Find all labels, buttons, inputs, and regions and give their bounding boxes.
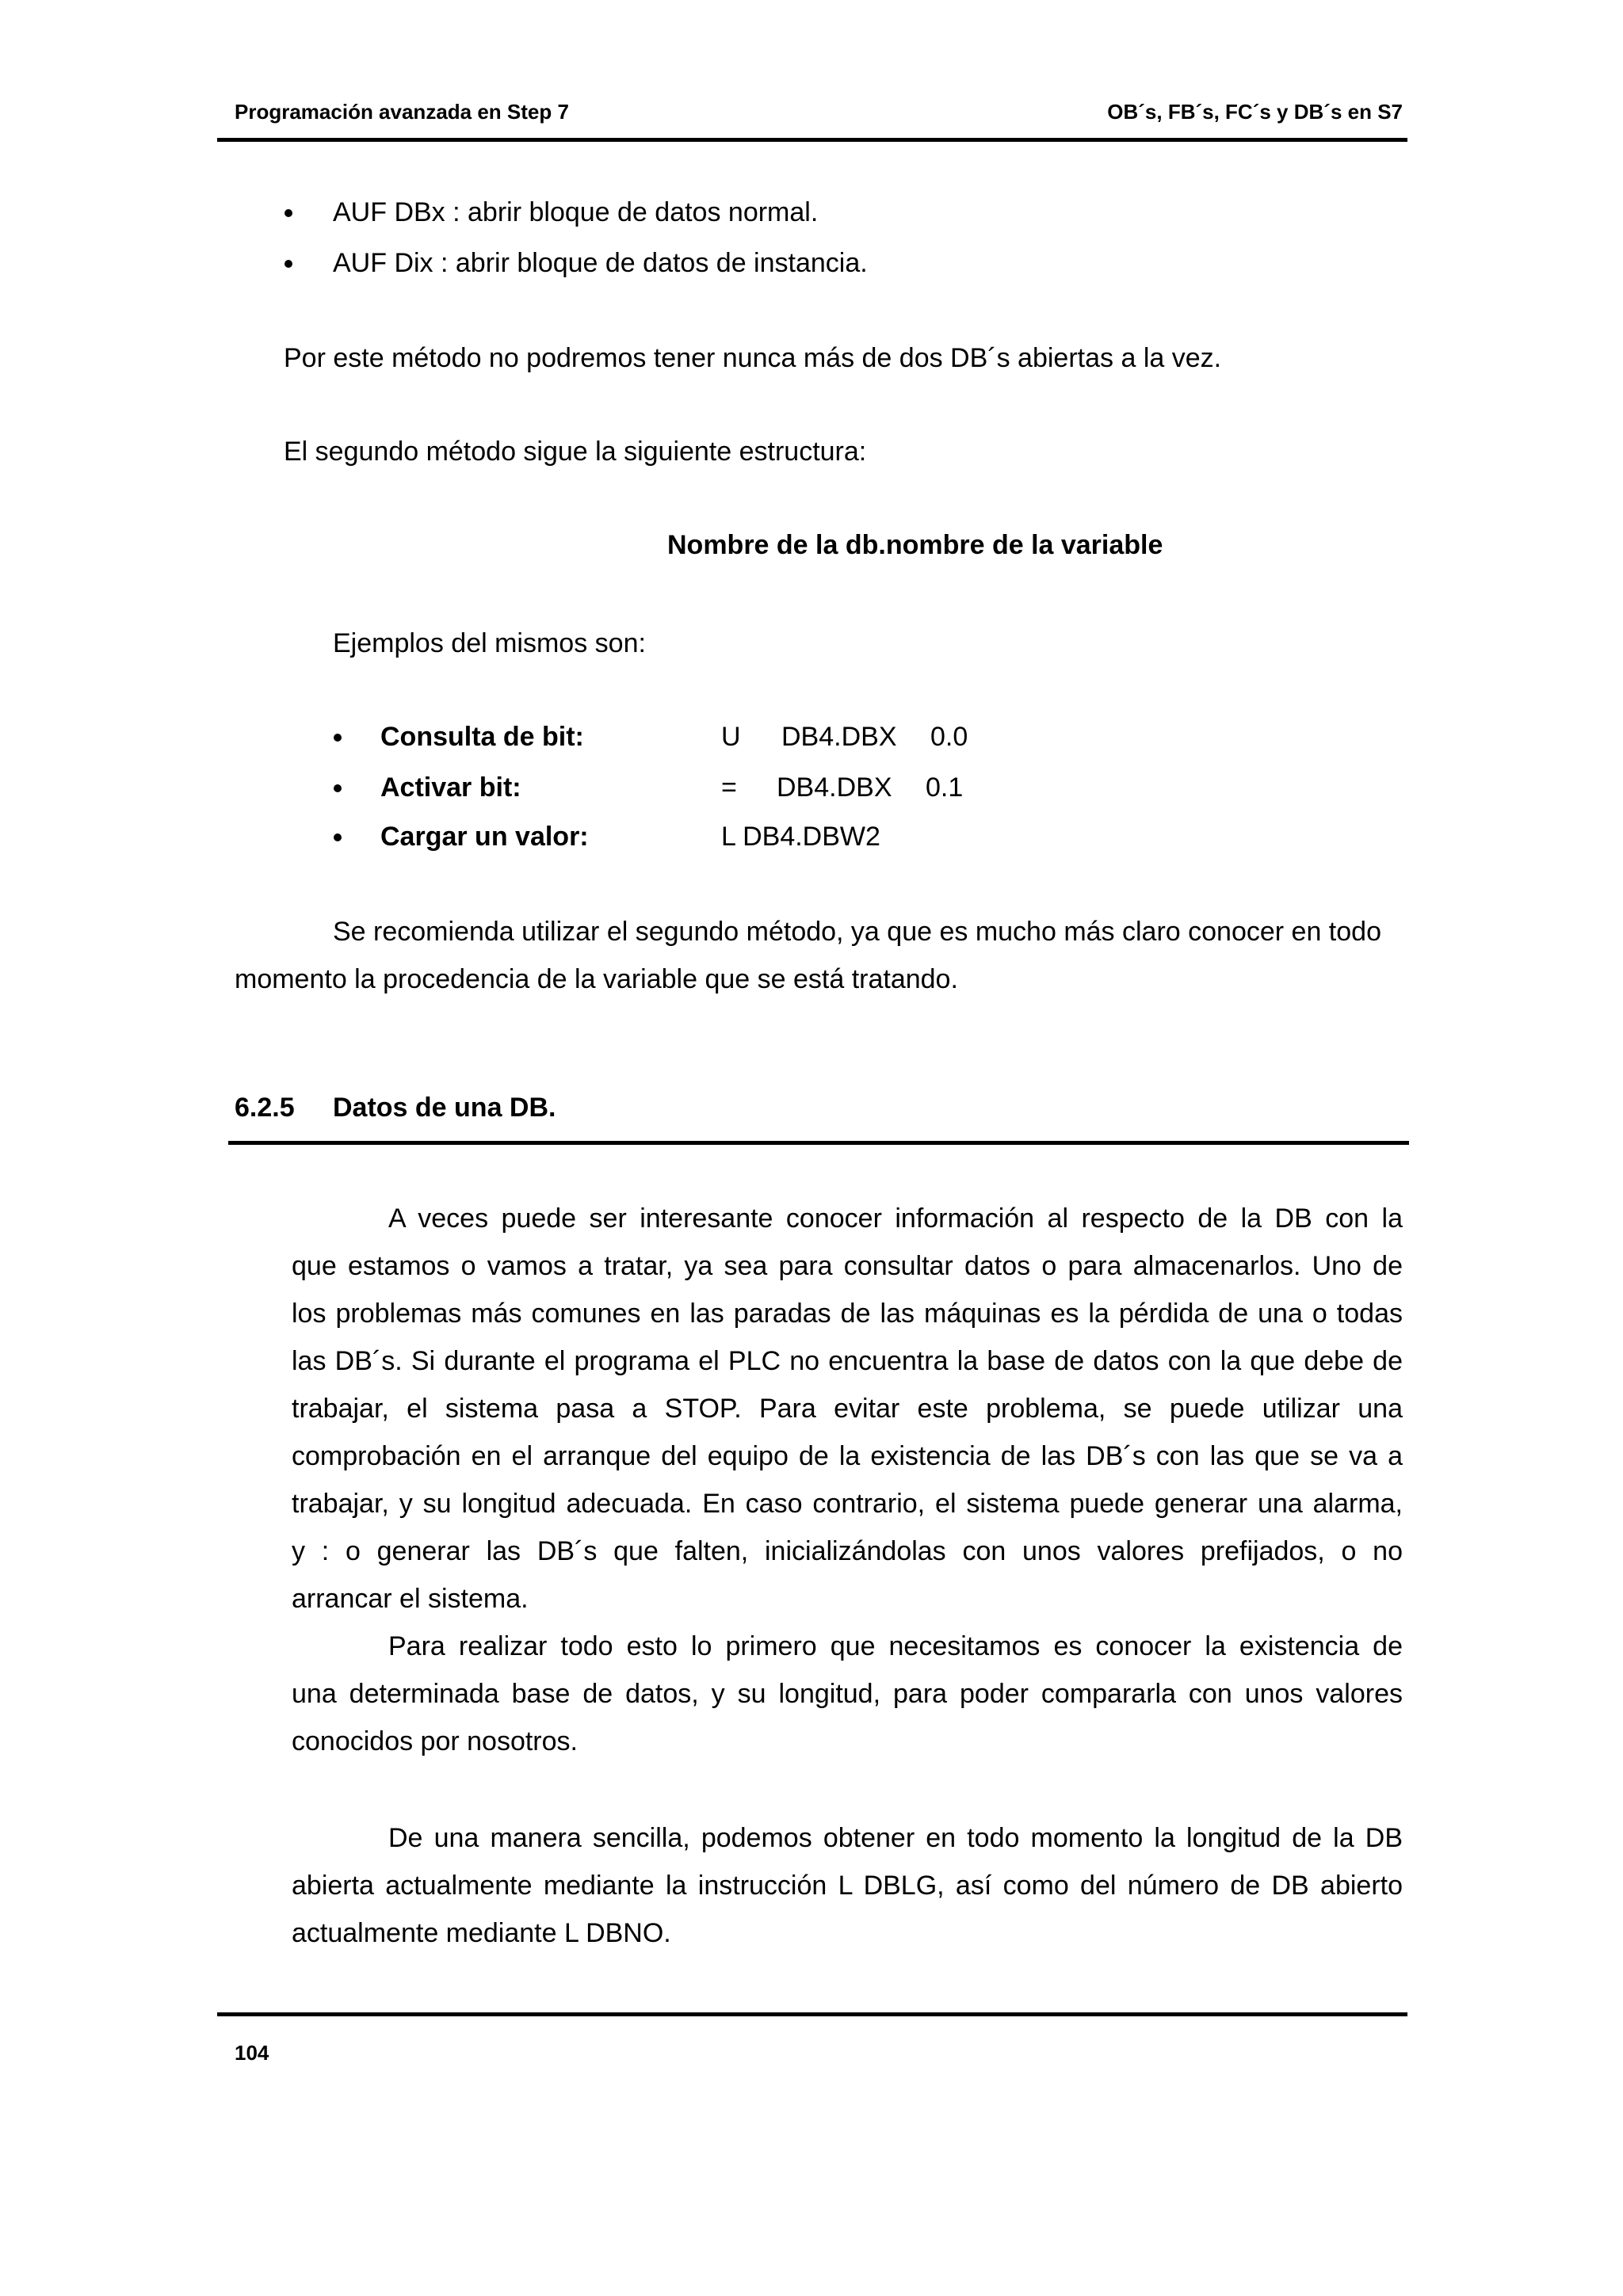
bullet-dot — [285, 260, 292, 268]
paragraph-dblg — [292, 1814, 1403, 1957]
structure-heading: Nombre de la db.nombre de la variable — [667, 530, 1163, 560]
paragraph-line: los problemas más comunes en las paradas de las máquinas es la pérdida de una o todas — [292, 1299, 1403, 1329]
paragraph-line: De una manera sencilla, podemos obtener en todo momento la longitud de la DB — [388, 1823, 1403, 1853]
example-label: Consulta de bit: — [380, 722, 584, 752]
paragraph-line: abierta actualmente mediante la instrucción L DBLG, así como del número de DB abierto — [292, 1871, 1403, 1901]
paragraph-existence — [292, 1623, 1403, 1765]
paragraph-line: una determinada base de datos, y su longitud, para poder compararla con unos valores — [292, 1679, 1403, 1709]
paragraph-db-info — [292, 1195, 1403, 1623]
bullet-dot — [334, 784, 342, 792]
paragraph-method-two: El segundo método sigue la siguiente estructura: — [284, 437, 867, 467]
section-title: Datos de una DB. — [333, 1093, 556, 1123]
bullet-item: AUF Dix : abrir bloque de datos de instancia. — [333, 248, 868, 278]
section-rule — [228, 1141, 1409, 1145]
paragraph-line: y : o generar las DB´s que falten, inicializándolas con unos valores prefijados, o no — [292, 1536, 1403, 1566]
section-number: 6.2.5 — [235, 1093, 295, 1123]
paragraph-line: trabajar, y su longitud adecuada. En caso contrario, el sistema puede generar una alarma, — [292, 1489, 1403, 1519]
paragraph-line: que estamos o vamos a tratar, ya sea para consultar datos o para almacenarlos. Uno de — [292, 1251, 1403, 1281]
header-right-title: OB´s, FB´s, FC´s y DB´s en S7 — [1107, 100, 1403, 124]
recommend-line-2: momento la procedencia de la variable que se está tratando. — [235, 964, 958, 994]
footer-rule — [217, 2012, 1407, 2016]
example-label: Activar bit: — [380, 772, 521, 803]
paragraph-method-one: Por este método no podremos tener nunca más de dos DB´s abiertas a la vez. — [284, 343, 1222, 373]
example-address: DB4.DBX — [781, 722, 897, 752]
header-rule — [217, 138, 1407, 142]
paragraph-line: A veces puede ser interesante conocer información al respecto de la DB con la — [388, 1203, 1403, 1234]
example-bit: 0.0 — [930, 722, 968, 752]
paragraph-line: comprobación en el arranque del equipo de la existencia de las DB´s con las que se va a — [292, 1441, 1403, 1471]
example-op: L DB4.DBW2 — [721, 822, 880, 852]
header-left-title: Programación avanzada en Step 7 — [235, 100, 569, 124]
examples-intro: Ejemplos del mismos son: — [333, 628, 646, 658]
paragraph-line: actualmente mediante L DBNO. — [292, 1918, 671, 1948]
paragraph-line: trabajar, el sistema pasa a STOP. Para evitar este problema, se puede utilizar una — [292, 1394, 1403, 1424]
bullet-dot — [285, 209, 292, 217]
example-bit: 0.1 — [926, 772, 964, 803]
page-number: 104 — [235, 2041, 269, 2065]
example-label: Cargar un valor: — [380, 822, 589, 852]
example-op: = — [721, 772, 737, 803]
paragraph-line: Para realizar todo esto lo primero que necesitamos es conocer la existencia de — [388, 1631, 1403, 1661]
bullet-dot — [334, 833, 342, 841]
example-address: DB4.DBX — [777, 772, 892, 803]
paragraph-line: arrancar el sistema. — [292, 1584, 529, 1614]
example-op: U — [721, 722, 741, 752]
bullet-dot — [334, 734, 342, 742]
bullet-item: AUF DBx : abrir bloque de datos normal. — [333, 197, 819, 227]
paragraph-line: conocidos por nosotros. — [292, 1726, 578, 1756]
recommend-line-1: Se recomienda utilizar el segundo método, ya que es mucho más claro conocer en todo — [333, 917, 1381, 947]
paragraph-line: las DB´s. Si durante el programa el PLC no encuentra la base de datos con la que debe de — [292, 1346, 1403, 1376]
